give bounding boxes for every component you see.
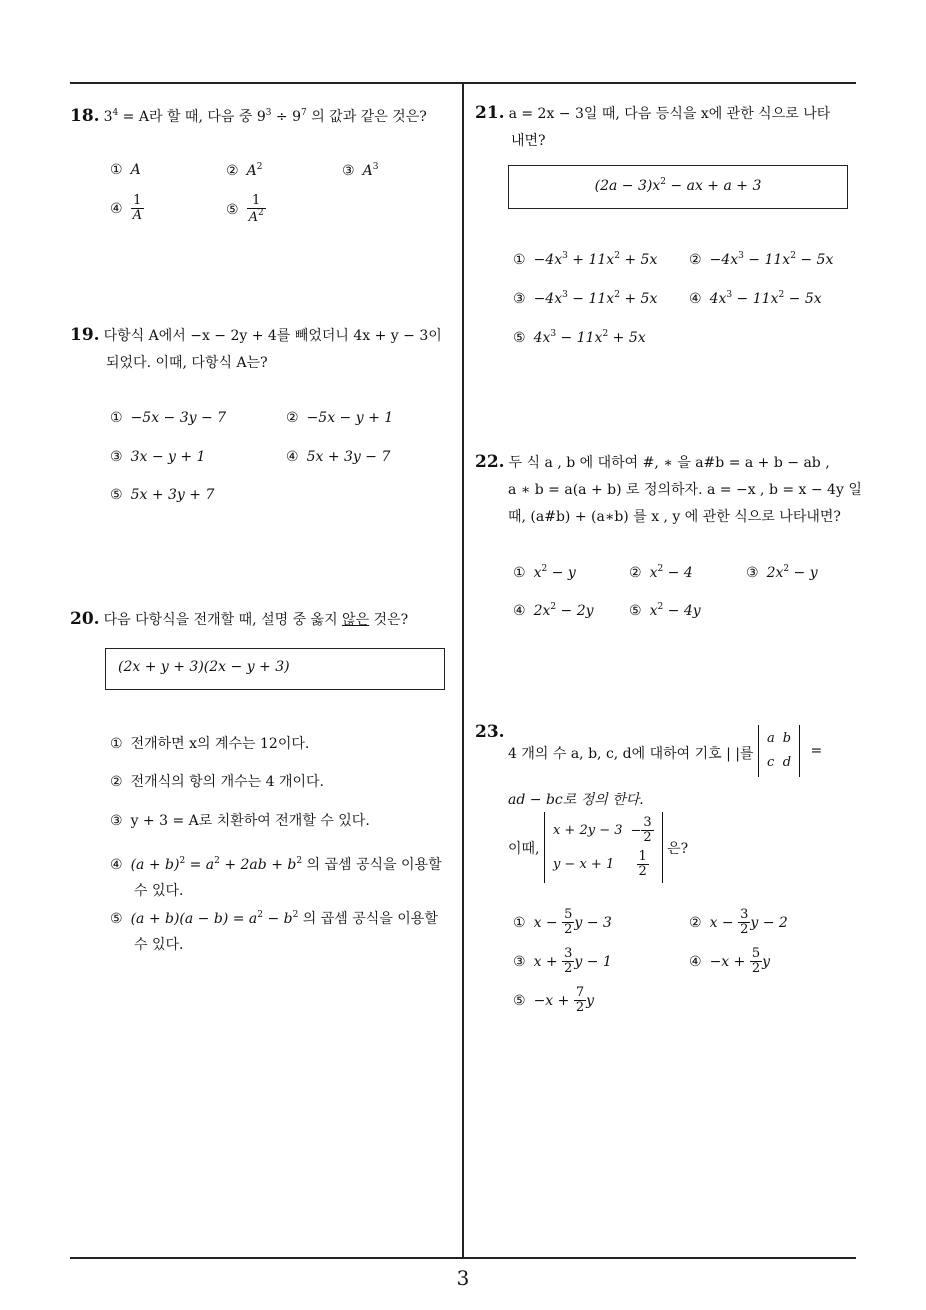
option-text: −4x: [709, 252, 739, 268]
fraction-denominator: [247, 209, 266, 225]
option-text: − 11x: [732, 291, 779, 307]
page-number: 3: [456, 1266, 470, 1290]
expression: − ax + a + 3: [665, 178, 762, 194]
question-number: 20.: [70, 609, 100, 629]
stem-text: 3: [103, 109, 113, 125]
fraction-numerator: 3: [740, 907, 749, 922]
q19-option-1[interactable]: [110, 410, 226, 426]
q18-option-1[interactable]: [110, 162, 141, 178]
fraction-numerator: 7: [575, 985, 585, 1000]
stem-text: 은?: [667, 840, 689, 857]
option-text: y − 1: [574, 953, 612, 970]
superscript: 2: [550, 602, 557, 612]
option-marker: ①: [513, 565, 526, 581]
equals-sign: =: [810, 743, 823, 759]
fraction-denominator: 2: [575, 1000, 585, 1016]
fraction-numerator: 1: [638, 848, 647, 864]
superscript: 2: [660, 177, 666, 187]
option-text: −x +: [533, 992, 574, 1009]
option-text: + 5x: [619, 291, 658, 307]
option-marker: ④: [110, 200, 123, 217]
fraction: [562, 947, 574, 977]
option-text: − y: [789, 565, 818, 581]
option-text: 의 곱셈 공식을 이용할: [302, 857, 442, 873]
fraction-denominator: 2: [564, 961, 573, 977]
minus-sign: −: [630, 823, 642, 839]
superscript: 3: [738, 251, 744, 261]
option-text: x −: [709, 914, 739, 931]
option-marker: ⑤: [629, 603, 642, 619]
question-number: 18.: [70, 106, 100, 126]
superscript: 2: [179, 856, 186, 866]
option-text: x: [649, 565, 658, 581]
option-text: y − 2: [750, 914, 788, 931]
option-text: 4x: [533, 330, 551, 346]
option-text: − 11x: [743, 252, 791, 268]
option-text: −4x: [533, 291, 563, 307]
option-marker: ④: [286, 449, 299, 465]
fraction-numerator: 1: [131, 194, 144, 209]
option-text: − y: [547, 565, 576, 581]
det-c: c: [767, 755, 775, 770]
q23-stem-line-2: [508, 789, 644, 809]
fraction: [637, 850, 649, 880]
option-text: − b: [263, 911, 293, 927]
q23-option-1[interactable]: [513, 908, 612, 938]
superscript: 2: [778, 290, 785, 300]
fraction: [750, 947, 762, 977]
q20-option-4[interactable]: [110, 848, 442, 904]
matrix-12: [627, 814, 658, 848]
superscript: 7: [301, 108, 307, 118]
option-marker: ①: [513, 252, 526, 268]
option-marker: ⑤: [513, 330, 526, 346]
stem-line-2: 내면?: [511, 133, 546, 149]
q21-option-1[interactable]: [513, 251, 657, 268]
q18-option-3[interactable]: [342, 162, 378, 179]
option-text: A: [362, 163, 373, 179]
det-a: a: [767, 731, 775, 746]
option-marker: ②: [110, 774, 123, 790]
fraction-numerator: 5: [564, 907, 573, 922]
option-text: = a: [185, 857, 215, 873]
option-text: A: [246, 163, 257, 179]
option-text: 전개하면 x의 계수는 12이다.: [130, 736, 310, 752]
q18-option-2[interactable]: [226, 162, 262, 179]
option-text: − 2y: [556, 603, 594, 619]
stem-line-1: 다항식 A에서 −x − 2y + 4를 빼었더니 4x + y − 3이: [103, 328, 442, 344]
q19-option-3[interactable]: [110, 449, 205, 465]
superscript: 2: [296, 856, 303, 866]
option-marker: ⑤: [226, 201, 239, 218]
determinant-matrix: [544, 812, 663, 883]
option-text: (a + b): [130, 857, 180, 873]
superscript: 2: [257, 208, 264, 219]
option-marker: ①: [110, 162, 123, 178]
option-marker: ②: [226, 163, 239, 179]
q21-option-5[interactable]: [513, 329, 646, 346]
determinant-definition: [758, 725, 800, 777]
fraction-numerator: 5: [751, 946, 761, 961]
fraction-denominator: 2: [751, 961, 761, 977]
option-text: 2x: [766, 565, 784, 581]
option-text: − 5x: [784, 291, 822, 307]
q21-option-3[interactable]: [513, 290, 657, 307]
stem-line-2: a ∗ b = a(a + b) 로 정의하자. a = −x , b = x − 4y 일: [508, 482, 862, 498]
option-text: 2x: [533, 603, 551, 619]
superscript: 3: [562, 290, 568, 300]
q21-option-4[interactable]: [689, 290, 822, 307]
stem-text: 의 값과 같은 것은?: [306, 109, 427, 125]
option-text: − 11x: [556, 330, 603, 346]
option-text: − 4y: [663, 603, 701, 619]
matrix-22: [627, 848, 658, 882]
column-divider: [462, 82, 464, 1258]
q23-stem-line-1: [508, 725, 822, 777]
option-marker: ④: [689, 953, 702, 970]
expression: (2a − 3)x: [594, 178, 661, 194]
option-marker: ③: [513, 953, 526, 970]
option-marker: ②: [689, 252, 702, 268]
option-marker: ⑤: [110, 487, 123, 503]
option-text: 전개식의 항의 개수는 4 개이다.: [130, 774, 325, 790]
bottom-rule: [70, 1257, 856, 1259]
q20-option-3[interactable]: [110, 810, 370, 830]
q21-option-2[interactable]: [689, 251, 833, 268]
q18-option-4[interactable]: [110, 194, 144, 224]
option-marker: ②: [286, 410, 299, 426]
option-marker: ①: [110, 736, 123, 752]
option-text: −4x: [533, 252, 563, 268]
fraction-denominator: 2: [564, 922, 573, 938]
superscript: 2: [257, 910, 264, 920]
option-text: 5x + 3y − 7: [306, 449, 391, 465]
option-marker: ②: [689, 914, 702, 931]
superscript: 2: [657, 602, 664, 612]
question-number: 22.: [475, 452, 505, 472]
question-18: [70, 100, 460, 131]
superscript: 2: [256, 162, 263, 172]
q18-option-5[interactable]: [226, 194, 266, 226]
option-text-line-2: 수 있다.: [134, 937, 184, 953]
q20-option-5[interactable]: [110, 902, 438, 958]
option-text: x: [649, 603, 658, 619]
question-number: 19.: [70, 325, 100, 345]
option-marker: ①: [513, 914, 526, 931]
expression: (2x + y + 3)(2x − y + 3): [118, 659, 290, 675]
q19-option-5[interactable]: [110, 487, 214, 503]
q20-option-1[interactable]: [110, 733, 309, 753]
fraction: [738, 908, 750, 938]
stem-line-1: a = 2x − 3일 때, 다음 등식을 x에 관한 식으로 나타: [508, 106, 831, 122]
fraction: [247, 194, 266, 226]
option-text: 4x: [709, 291, 727, 307]
option-text: y + 3 = A로 치환하여 전개할 수 있다.: [130, 813, 370, 829]
option-text: y: [586, 992, 595, 1009]
option-text: (a + b)(a − b) = a: [130, 911, 258, 927]
superscript: 2: [783, 564, 790, 574]
superscript: 3: [550, 329, 557, 339]
fraction: [574, 986, 586, 1016]
question-20: [70, 606, 460, 634]
q19-option-4[interactable]: [286, 449, 390, 465]
fraction-denominator: 2: [740, 922, 749, 938]
option-text: y: [762, 953, 771, 970]
stem-text: 것은?: [369, 612, 409, 628]
q23-option-5[interactable]: [513, 986, 594, 1016]
option-marker: ⑤: [513, 992, 526, 1009]
det-b: b: [782, 731, 792, 746]
option-text: 3x − y + 1: [130, 449, 206, 465]
stem-line-2: 되었다. 이때, 다항식 A는?: [106, 355, 268, 371]
option-text: x: [533, 565, 542, 581]
matrix-21: y − x + 1: [552, 856, 615, 872]
q23-option-2[interactable]: [689, 908, 788, 938]
superscript: 2: [614, 251, 620, 261]
option-text: x −: [533, 914, 563, 931]
stem-text: ad − bc로 정의 한다.: [508, 792, 644, 808]
option-text: −5x − y + 1: [306, 410, 394, 426]
question-22: [475, 449, 863, 531]
superscript: 2: [214, 856, 220, 866]
q21-expression-box: [508, 165, 848, 209]
option-marker: ④: [513, 603, 526, 619]
option-marker: ③: [746, 565, 759, 581]
option-marker: ③: [513, 291, 526, 307]
fraction-denominator: 2: [643, 830, 652, 846]
q22-option-2[interactable]: [629, 564, 693, 581]
option-text: 5x + 3y + 7: [130, 487, 215, 503]
option-text: A: [130, 162, 141, 178]
option-marker: ⑤: [110, 911, 123, 927]
superscript: 3: [372, 162, 379, 172]
superscript: 4: [112, 108, 119, 118]
option-marker: ④: [110, 857, 123, 873]
stem-line-3: 때, (a#b) + (a∗b) 를 x , y 에 관한 식으로 나타내면?: [508, 509, 841, 525]
option-marker: ②: [629, 565, 642, 581]
option-text: + 11x: [567, 252, 615, 268]
fraction: [641, 816, 653, 846]
superscript: 3: [562, 251, 568, 261]
q19-option-2[interactable]: [286, 410, 393, 426]
option-text: − 5x: [795, 252, 834, 268]
superscript: 2: [790, 251, 796, 261]
stem-text: ÷ 9: [271, 109, 302, 125]
option-text: + 5x: [619, 252, 658, 268]
option-text-line-2: 수 있다.: [134, 883, 184, 899]
stem-line-1: 두 식 a , b 에 대하여 #, ∗ 을 a#b = a + b − ab ,: [508, 455, 830, 471]
superscript: 2: [602, 329, 609, 339]
fraction-denominator: A: [132, 208, 142, 224]
fraction-denominator: 2: [638, 863, 647, 879]
fraction-numerator: 1: [247, 194, 266, 209]
q22-option-3[interactable]: [746, 564, 818, 581]
det-d: d: [782, 755, 792, 770]
option-text: −5x − 3y − 7: [130, 410, 227, 426]
fraction-numerator: 3: [564, 946, 573, 961]
superscript: 2: [614, 290, 620, 300]
option-marker: ③: [110, 813, 123, 829]
superscript: 3: [265, 108, 272, 118]
option-marker: ③: [110, 449, 123, 465]
stem-text: 다음 다항식을 전개할 때, 설명 중 옳지: [103, 612, 343, 628]
fraction-numerator: 3: [643, 815, 652, 830]
option-text: −x +: [709, 953, 750, 970]
question-21: [475, 100, 860, 155]
superscript: 3: [726, 290, 733, 300]
option-text: + 2ab + b: [219, 857, 297, 873]
fraction: [562, 908, 574, 938]
option-text: − 4: [663, 565, 693, 581]
question-number: 23.: [475, 722, 505, 742]
option-text: − 11x: [567, 291, 615, 307]
option-marker: ④: [689, 291, 702, 307]
denominator-base: A: [248, 210, 258, 226]
stem-text: = A라 할 때, 다음 중 9: [118, 109, 266, 125]
stem-underlined: 않은: [342, 612, 370, 628]
q23-stem-line-3: [508, 812, 688, 883]
option-marker: ③: [342, 163, 355, 179]
option-text: x +: [533, 953, 563, 970]
option-marker: ①: [110, 410, 123, 426]
option-text: 의 곱셈 공식을 이용할: [298, 911, 438, 927]
q22-option-4[interactable]: [513, 602, 594, 619]
q20-option-2[interactable]: [110, 771, 324, 791]
q23-option-3[interactable]: [513, 947, 612, 977]
superscript: 2: [541, 564, 548, 574]
q20-expression-box: [105, 648, 445, 690]
superscript: 2: [657, 564, 664, 574]
fraction: [131, 194, 144, 224]
question-19: [70, 322, 460, 377]
q22-option-5[interactable]: [629, 602, 701, 619]
q23-option-4[interactable]: [689, 947, 770, 977]
stem-text: 이때,: [508, 840, 540, 857]
question-23: [475, 722, 509, 742]
stem-text: 4 개의 수 a, b, c, d에 대하여 기호 | |를: [508, 746, 754, 762]
option-text: y − 3: [574, 914, 612, 931]
question-number: 21.: [475, 103, 505, 123]
option-text: + 5x: [608, 330, 646, 346]
superscript: 2: [292, 910, 299, 920]
q22-option-1[interactable]: [513, 564, 576, 581]
matrix-11: x + 2y − 3: [552, 823, 623, 839]
